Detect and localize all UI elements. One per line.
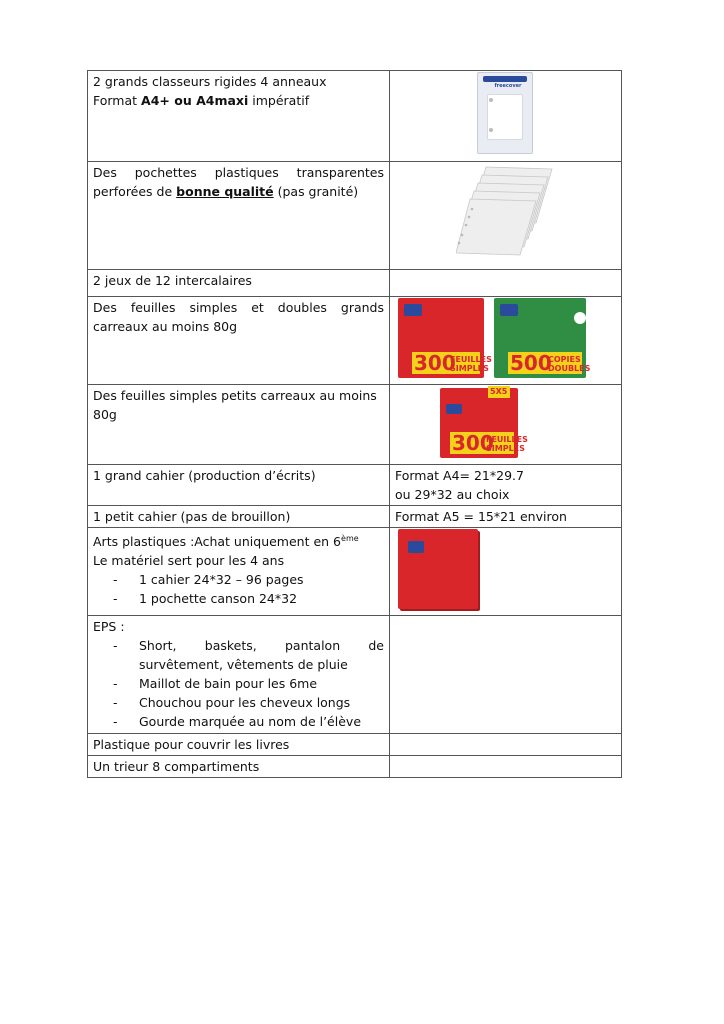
table-row [88, 162, 622, 270]
table-row [88, 465, 622, 506]
supplies-table [87, 70, 622, 778]
red-notebook-photo [398, 529, 482, 609]
empty-cell [390, 270, 622, 297]
empty-cell [390, 756, 622, 778]
oxford-5x5-pack-photo: 5X5 300 FEUILLES SIMPLES [440, 386, 520, 458]
table-row [88, 528, 622, 616]
table-row [88, 756, 622, 778]
eps-items-list [93, 636, 384, 731]
item-description: 1 grand cahier (production d’écrits) [88, 465, 390, 506]
table-row [88, 71, 622, 162]
item-image-cell [390, 385, 622, 465]
pack-count: 300 [452, 431, 494, 455]
item-description: Arts plastiques :Achat uniquement en 6ème Le matériel sert pour les 4 ans - 1 cahier 24*32 – 96 pages - 1 pochette canson 24*32 [88, 528, 390, 616]
item-image-cell [390, 162, 622, 270]
grid-size-badge: 5X5 [490, 387, 508, 396]
arts-items-list [93, 570, 384, 608]
item-description: 2 jeux de 12 intercalaires [88, 270, 390, 297]
oxford-paper-packs-photo: 300 FEUILLES SIMPLES 500 COPIES DOUBLES [398, 298, 588, 378]
item-description: Des pochettes plastiques transparentes perforées de bonne qualité (pas granité) [88, 162, 390, 270]
item-description: Des feuilles simples et doubles grands carreaux au moins 80g [88, 297, 390, 385]
item-description: 2 grands classeurs rigides 4 anneaux Format A4+ ou A4maxi impératif [88, 71, 390, 162]
list-item: - Short, baskets, pantalon de survêtement, vêtements de pluie [113, 636, 384, 674]
list-item: - 1 pochette canson 24*32 [113, 589, 384, 608]
item-description: Des feuilles simples petits carreaux au moins 80g [88, 385, 390, 465]
brand-label: freecover [494, 83, 522, 89]
item-description: Un trieur 8 compartiments [88, 756, 390, 778]
pack-count: 500 [510, 351, 552, 375]
table-row [88, 616, 622, 734]
sheet-protectors-photo [456, 163, 556, 263]
list-item: - Maillot de bain pour les 6me [113, 674, 384, 693]
list-item: - Chouchou pour les cheveux longs [113, 693, 384, 712]
table-row [88, 385, 622, 465]
item-image-cell [390, 71, 622, 162]
item-format: Format A4= 21*29.7 ou 29*32 au choix [390, 465, 622, 506]
item-description: Plastique pour couvrir les livres [88, 734, 390, 756]
item-description: 1 petit cahier (pas de brouillon) [88, 506, 390, 528]
table-row [88, 270, 622, 297]
item-description [88, 616, 390, 734]
item-image-cell [390, 297, 622, 385]
eps-heading: EPS : [93, 619, 125, 634]
binder-photo [477, 72, 535, 154]
list-item: - Gourde marquée au nom de l’élève [113, 712, 384, 731]
empty-cell [390, 734, 622, 756]
item-image-cell [390, 528, 622, 616]
table-row [88, 734, 622, 756]
table-row [88, 506, 622, 528]
empty-cell [390, 616, 622, 734]
table-row [88, 297, 622, 385]
pack-count: 300 [414, 351, 456, 375]
item-format: Format A5 = 15*21 environ [390, 506, 622, 528]
list-item: - 1 cahier 24*32 – 96 pages [113, 570, 384, 589]
